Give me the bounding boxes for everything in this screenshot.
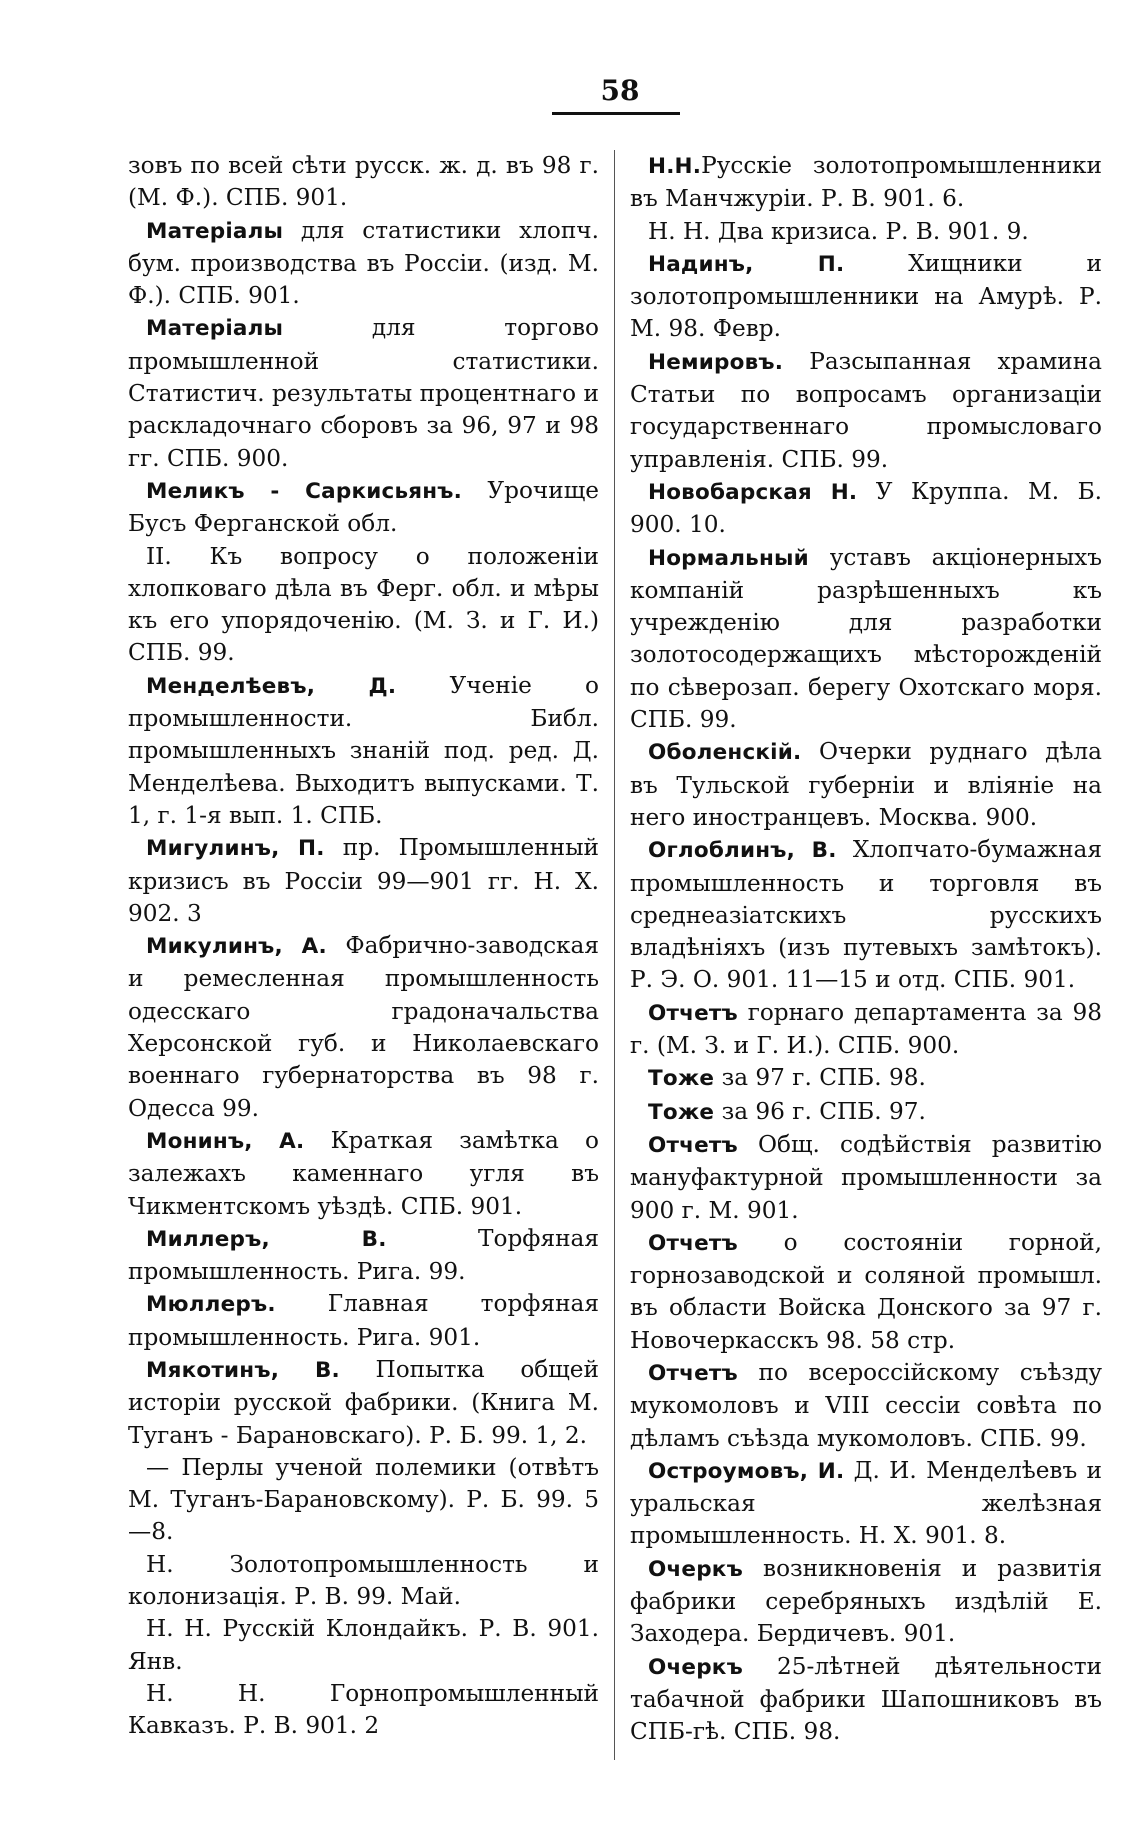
entry-text: Д. И. Менделѣевъ и уральская желѣзная промышленность. Н. Х. 901. 8. <box>630 1456 1102 1550</box>
bibliography-entry <box>128 1288 599 1354</box>
entry-text: Разсыпанная храмина Статьи по вопросамъ организаціи государственнаго промысловаго управленія. СПБ. 99. <box>630 347 1102 473</box>
page-number: 58 <box>600 74 640 107</box>
bibliography-entry <box>128 1678 599 1743</box>
entry-heading: Тоже <box>648 1066 715 1092</box>
entry-text: возникновенія и развитія фабрики серебряныхъ издѣлій Е. Заходера. Бердичевъ. 901. <box>630 1554 1102 1648</box>
entry-text: Н. Н. Два кризиса. Р. В. 901. 9. <box>648 217 1029 245</box>
entry-heading: Очеркъ <box>648 1556 743 1582</box>
entry-heading: Мигулинъ, П. <box>146 836 325 862</box>
entry-text: уставъ акціонерныхъ компаній разрѣшенныхъ къ учрежденію для разработки золотосодержащихъ мѣсторожденій по сѣверозап. берегу Охотскаго моря. СПБ. 99. <box>630 543 1102 734</box>
header-rule <box>552 112 680 115</box>
entry-text: Очерки руднаго дѣла въ Тульской губерніи и вліяніе на него иностранцевъ. Москва. 900. <box>630 738 1102 831</box>
entry-text: Хлопчато-бумажная промышленность и торговля въ среднеазіатскихъ русскихъ владѣніяхъ (изъ путевыхъ замѣтокъ). Р. Э. О. 901. 11—15 и отд. СПБ. 901. <box>630 836 1102 994</box>
bibliography-entry <box>128 150 599 215</box>
entry-text: для статистики хлопч. бум. производства въ Россіи. (изд. М. Ф.). СПБ. 901. <box>128 216 599 310</box>
bibliography-entry <box>630 997 1102 1063</box>
bibliography-entry <box>128 1223 599 1289</box>
entry-text: Хищники и золотопромышленники на Амурѣ. Р. М. 98. Февр. <box>630 249 1102 343</box>
entry-text: Общ. содѣйствія развитію мануфактурной промышленности за 900 г. М. 901. <box>630 1130 1102 1224</box>
entry-text: 25-лѣтней дѣятельности табачной фабрики Шапошниковъ въ СПБ-гѣ. СПБ. 98. <box>630 1652 1102 1746</box>
entry-heading: Тоже <box>648 1099 715 1125</box>
entry-heading: Н.Н. <box>648 154 702 179</box>
entry-text: У Круппа. М. Б. 900. 10. <box>630 477 1102 539</box>
bibliography-entry <box>128 1125 599 1223</box>
bibliography-entry <box>630 1357 1102 1455</box>
entry-heading: Менделѣевъ, Д. <box>146 673 397 699</box>
entry-text: горнаго департамента за 98 г. (М. З. и Г. И.). СПБ. 900. <box>630 998 1102 1060</box>
bibliography-entry <box>128 541 599 670</box>
bibliography-entry <box>630 1553 1102 1651</box>
entry-heading: Матеріалы <box>146 316 284 342</box>
column-divider <box>614 150 615 1760</box>
bibliography-entry <box>128 832 599 930</box>
bibliography-entry <box>128 215 599 313</box>
entry-heading: Надинъ, П. <box>648 251 845 277</box>
bibliography-entry <box>128 1613 599 1678</box>
left-column <box>128 150 599 1743</box>
entry-text: Краткая замѣтка о залежахъ каменнаго угля въ Чикментскомъ уѣздѣ. СПБ. 901. <box>128 1126 600 1220</box>
bibliography-entry <box>630 476 1102 542</box>
entry-heading: Монинъ, А. <box>146 1128 305 1154</box>
entry-heading: Отчетъ <box>648 1000 738 1026</box>
entry-text: Н. Золотопромышленность и колонизація. Р. В. 99. Май. <box>128 1550 599 1611</box>
right-column <box>630 150 1102 1749</box>
entry-heading: Отчетъ <box>648 1360 738 1386</box>
entry-heading: Нормальный <box>648 545 809 571</box>
bibliography-entry <box>630 1096 1102 1129</box>
entry-heading: Оглоблинъ, В. <box>648 838 837 864</box>
entry-heading: Миллеръ, В. <box>146 1226 387 1252</box>
entry-text: за 96 г. СПБ. 97. <box>714 1097 926 1125</box>
entry-heading: Отчетъ <box>648 1230 738 1256</box>
bibliography-entry <box>630 216 1102 248</box>
entry-heading: Остроумовъ, И. <box>648 1458 845 1484</box>
bibliography-entry <box>630 346 1102 476</box>
bibliography-entry <box>630 1651 1102 1749</box>
entry-heading: Мякотинъ, В. <box>146 1357 340 1383</box>
bibliography-entry <box>128 312 599 474</box>
entry-heading: Оболенскій. <box>648 740 802 766</box>
entry-text: Н. Н. Горнопромышленный Кавказъ. Р. В. 901. 2 <box>128 1679 599 1740</box>
entry-text: Ученіе о промышленности. Библ. промышленныхъ знаній под. ред. Д. Менделѣева. Выходитъ выпусками. Т. 1, г. 1-я вып. 1. СПБ. <box>128 671 599 829</box>
entry-text: Урочище Бусъ Ферганской обл. <box>128 476 599 538</box>
entry-heading: Отчетъ <box>648 1132 738 1158</box>
entry-text: Торфяная промышленность. Рига. 99. <box>128 1224 599 1286</box>
bibliography-entry <box>630 248 1102 346</box>
entry-text: для торгово промышленной статистики. Статистич. результаты процентнаго и раскладочнаго сборовъ за 96, 97 и 98 гг. СПБ. 900. <box>128 314 599 472</box>
entry-text: о состояніи горной, горнозаводской и соляной промышл. въ области Войска Донского за 97 г. Новочеркасскъ 98. 58 стр. <box>630 1228 1102 1354</box>
entry-heading: Микулинъ, А. <box>146 934 327 960</box>
entry-text: Фабрично-заводская и ремесленная промышленность одесскаго градоначальства Херсонской губ. и Николаевскаго военнаго губернаторства въ 98 г. Одесса 99. <box>128 932 599 1122</box>
entry-text: зовъ по всей сѣти русск. ж. д. въ 98 г. (М. Ф.). СПБ. 901. <box>128 152 599 212</box>
entry-text: Главная торфяная промышленность. Рига. 901. <box>128 1290 599 1351</box>
bibliography-entry <box>630 542 1102 737</box>
bibliography-entry <box>630 1227 1102 1357</box>
entry-text: Русскіе золотопромышленники въ Манчжуріи. Р. В. 901. 6. <box>630 152 1102 213</box>
entry-heading: Меликъ - Саркисьянъ. <box>146 478 463 504</box>
entry-text: — Перлы ученой полемики (отвѣтъ М. Туганъ-Барановскому). Р. Б. 99. 5—8. <box>128 1453 599 1546</box>
bibliography-entry <box>128 1452 599 1549</box>
entry-text: Попытка общей исторіи русской фабрики. (Книга М. Туганъ - Барановскаго). Р. Б. 99. 1, 2. <box>128 1355 599 1449</box>
bibliography-entry <box>128 930 599 1125</box>
bibliography-entry <box>128 1549 599 1614</box>
bibliography-entry <box>630 1129 1102 1227</box>
entry-text: пр. Промышленный кризисъ въ Россіи 99—901 гг. Н. Х. 902. 3 <box>128 834 599 927</box>
entry-heading: Немировъ. <box>648 349 784 375</box>
entry-heading: Очеркъ <box>648 1654 743 1680</box>
entry-text: за 97 г. СПБ. 98. <box>714 1064 926 1092</box>
bibliography-entry <box>128 670 599 832</box>
bibliography-entry <box>630 736 1102 834</box>
bibliography-entry <box>630 834 1102 996</box>
entry-heading: Матеріалы <box>146 218 284 244</box>
bibliography-entry <box>630 1062 1102 1095</box>
entry-text: II. Къ вопросу о положеніи хлопковаго дѣла въ Ферг. обл. и мѣры къ его упорядоченію. (М. З. и Г. И.) СПБ. 99. <box>128 542 599 667</box>
entry-heading: Мюллеръ. <box>146 1292 276 1318</box>
bibliography-entry <box>630 150 1102 216</box>
bibliography-entry <box>128 475 599 541</box>
entry-heading: Новобарская Н. <box>648 479 858 505</box>
bibliography-entry <box>630 1455 1102 1553</box>
entry-text: Н. Н. Русскій Клондайкъ. Р. В. 901. Янв. <box>128 1615 599 1675</box>
entry-text: по всероссійскому съѣзду мукомоловъ и VIII сессіи совѣта по дѣламъ съѣзда мукомоловъ. СПБ. 99. <box>630 1358 1102 1452</box>
bibliography-entry <box>128 1354 599 1452</box>
